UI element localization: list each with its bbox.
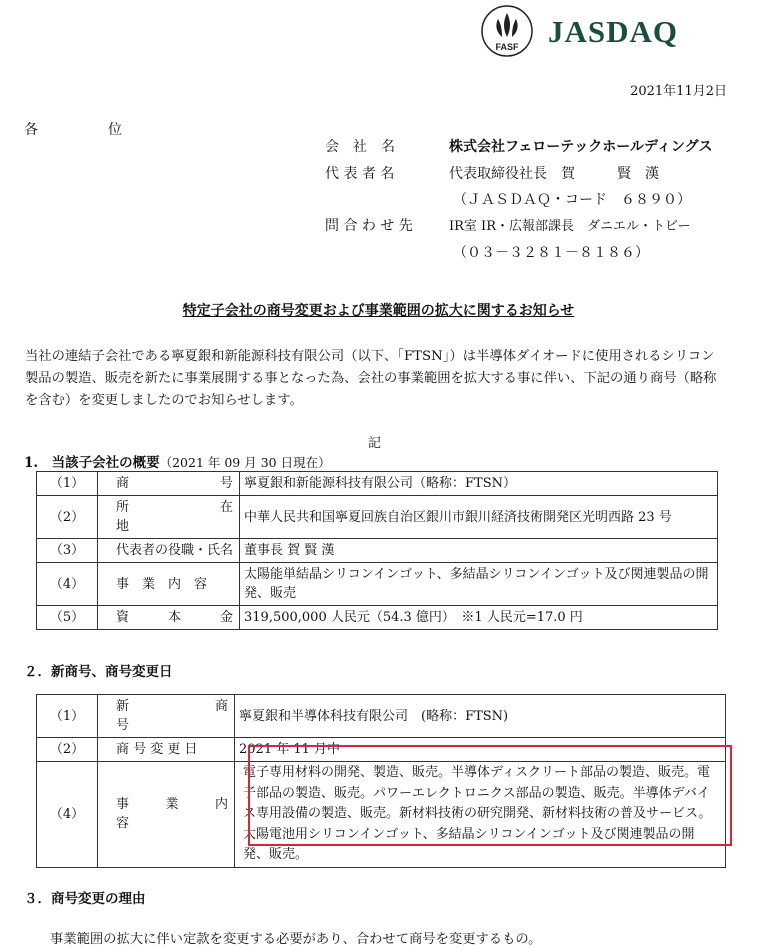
row-number: （1）: [37, 695, 98, 738]
row-value: 319,500,000 人民元（54.3 億円） ※1 人民元=17.0 円: [240, 606, 718, 630]
table-row: [37, 606, 718, 630]
row-label: 事 業 内 容: [98, 762, 235, 868]
row-label: 所 在 地: [98, 496, 240, 539]
row-value: 董事長 賀 賢 漢: [240, 539, 718, 563]
section1-note: （2021 年 09 月 30 日現在）: [159, 455, 331, 470]
table-row: [37, 539, 718, 563]
row-value: 2021 年 11 月中: [235, 738, 726, 762]
info-representative: [325, 163, 659, 183]
row-value: 寧夏銀和半導体科技有限公司 (略称：FTSN): [235, 695, 726, 738]
ki-mark: 記: [368, 436, 382, 451]
info-label: 問 合 わ せ 先: [325, 218, 413, 234]
table-row: [37, 563, 718, 606]
info-company: [325, 136, 713, 156]
jasdaq-text: JASDAQ: [548, 14, 679, 49]
row-value: 寧夏銀和新能源科技有限公司（略称：FTSN）: [240, 472, 718, 496]
section2-heading: ２．新商号、商号変更日: [24, 664, 173, 680]
info-phone: [325, 242, 649, 261]
info-label: 代 表 者 名: [325, 166, 395, 182]
title-text: 特定子会社の商号変更および事業範囲の拡大に関するお知らせ: [182, 303, 575, 319]
intro-paragraph: 当社の連結子会社である寧夏銀和新能源科技有限公司（以下、「FTSN」）は半導体ダイオードに使用されるシリコン製品の製造、販売を新たに事業展開する事となった為、会社の事業範囲を拡大する事に伴い、下記の通り商号（略称を含む）を変更しましたのでお知らせします。: [25, 349, 717, 408]
section1-heading: [24, 451, 331, 471]
table-row: [37, 472, 718, 496]
document-date: 2021年11月2日: [630, 84, 727, 99]
row-value: 中華人民共和国寧夏回族自治区銀川市銀川経済技術開発区光明西路 23 号: [240, 496, 718, 539]
row-label: 事 業 内 容: [98, 563, 240, 606]
section3-text: 事業範囲の拡大に伴い定款を変更する必要があり、合わせて商号を変更するもの。: [50, 932, 542, 947]
jasdaq-logo: [548, 14, 678, 50]
row-number: （5）: [37, 606, 98, 630]
row-number: （1）: [37, 472, 98, 496]
fasf-text: FASF: [495, 42, 519, 52]
row-number: （2）: [37, 496, 98, 539]
info-contact: [325, 215, 691, 235]
row-number: （4）: [37, 762, 98, 868]
row-label: 商 号: [98, 472, 240, 496]
row-number: （3）: [37, 539, 98, 563]
row-number: （2）: [37, 738, 98, 762]
table-row: [37, 695, 726, 738]
business-scope-highlight: [248, 745, 732, 846]
section1-title: 1. 当該子会社の概要: [24, 455, 160, 471]
subsidiary-overview-table: [36, 471, 718, 630]
row-label: 資 本 金: [98, 606, 240, 630]
document-title: [0, 300, 757, 320]
business-scope-value: 電子専用材料の開発、製造、販売。半導体ディスクリート部品の製造、販売。電子部品の製造、販売。パワーエレクトロニクス部品の製造、販売。半導体デバイス専用設備の製造、販売。新材料技術の研究開発、新材料技術の普及サービス。太陽電池用シリコンインゴット、多結晶シリコンインゴット及び関連製品の開発、販売。: [235, 762, 726, 868]
representative-name: 代表取締役社長 賀 賢 漢: [449, 166, 659, 182]
contact-person: IR室 IR・広報部課長 ダニエル・トビー: [449, 219, 691, 234]
table-row: [37, 496, 718, 539]
row-label: 商 号 変 更 日: [98, 738, 235, 762]
contact-phone: （０３－３２８１－８１８６）: [453, 245, 649, 261]
row-number: （4）: [37, 563, 98, 606]
addressee: 各 位: [24, 122, 122, 138]
row-label: 代表者の役職・氏名: [98, 539, 240, 563]
row-label: 新 商 号: [98, 695, 235, 738]
info-code: [325, 189, 691, 208]
company-name: 株式会社フェローテックホールディングス: [449, 139, 713, 155]
section3-heading: ３．商号変更の理由: [24, 891, 146, 907]
info-label: 会 社 名: [325, 139, 395, 155]
fasf-logo: [476, 5, 538, 57]
stock-code: （ＪＡＳＤＡＱ・コード ６８９０）: [453, 192, 691, 208]
row-value: 太陽能単結晶シリコンインゴット、多結晶シリコンインゴット及び関連製品の開発、販売: [240, 563, 718, 606]
